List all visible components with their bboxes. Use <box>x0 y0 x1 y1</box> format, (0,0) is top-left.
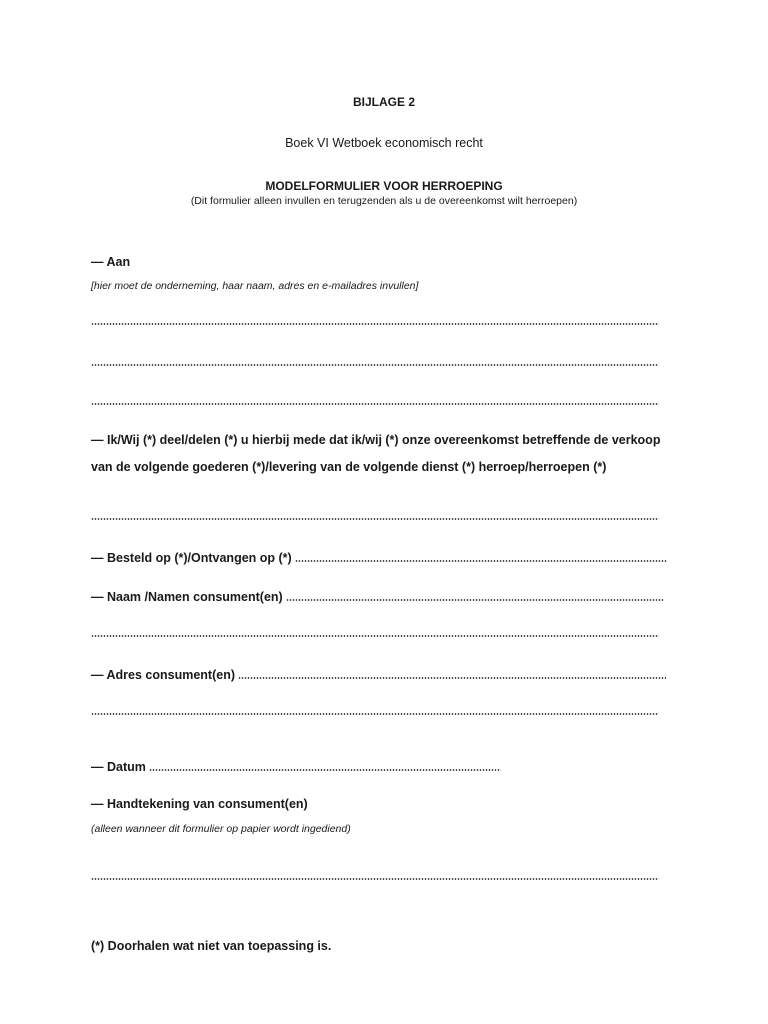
address-fill-line[interactable] <box>238 677 666 679</box>
to-fill-line-3[interactable] <box>91 403 659 405</box>
name-row <box>91 590 664 604</box>
withdrawal-statement: — Ik/Wij (*) deel/delen (*) u hierbij mede dat ik/wij (*) onze overeenkomst betreffende de verkoop van de volgende goederen (*)/levering van de volgende dienst (*) herroep/herroepen (*) <box>91 433 661 474</box>
name-fill-line-2[interactable] <box>91 635 659 637</box>
name-label: — Naam /Namen consument(en) <box>91 590 283 604</box>
to-fill-line-1[interactable] <box>91 323 659 325</box>
address-label: — Adres consument(en) <box>91 668 236 682</box>
form-title: MODELFORMULIER VOOR HERROEPING <box>265 179 503 193</box>
book-heading: Boek VI Wetboek economisch recht <box>285 136 483 150</box>
to-fill-line-2[interactable] <box>91 364 659 366</box>
address-fill-line-2[interactable] <box>91 713 659 715</box>
goods-fill-line[interactable] <box>91 518 659 520</box>
ordered-fill-line[interactable] <box>295 560 667 562</box>
date-fill-line[interactable] <box>149 769 501 771</box>
signature-fill-line[interactable] <box>91 878 659 880</box>
footnote: (*) Doorhalen wat niet van toepassing is. <box>91 939 332 953</box>
name-fill-line[interactable] <box>286 599 664 601</box>
date-label: — Datum <box>91 760 146 774</box>
signature-note: (alleen wanneer dit formulier op papier wordt ingediend) <box>91 823 351 835</box>
address-row <box>91 668 666 682</box>
to-note: [hier moet de onderneming, haar naam, adres en e-mailadres invullen] <box>91 280 419 292</box>
form-subtitle: (Dit formulier alleen invullen en terugzenden als u de overeenkomst wilt herroepen) <box>190 195 578 207</box>
date-row <box>91 760 501 774</box>
signature-label: — Handtekening van consument(en) <box>91 797 308 811</box>
to-label: — Aan <box>91 255 131 269</box>
ordered-label: — Besteld op (*)/Ontvangen op (*) <box>91 551 292 565</box>
annex-heading: BIJLAGE 2 <box>352 95 415 109</box>
ordered-row <box>91 551 667 565</box>
